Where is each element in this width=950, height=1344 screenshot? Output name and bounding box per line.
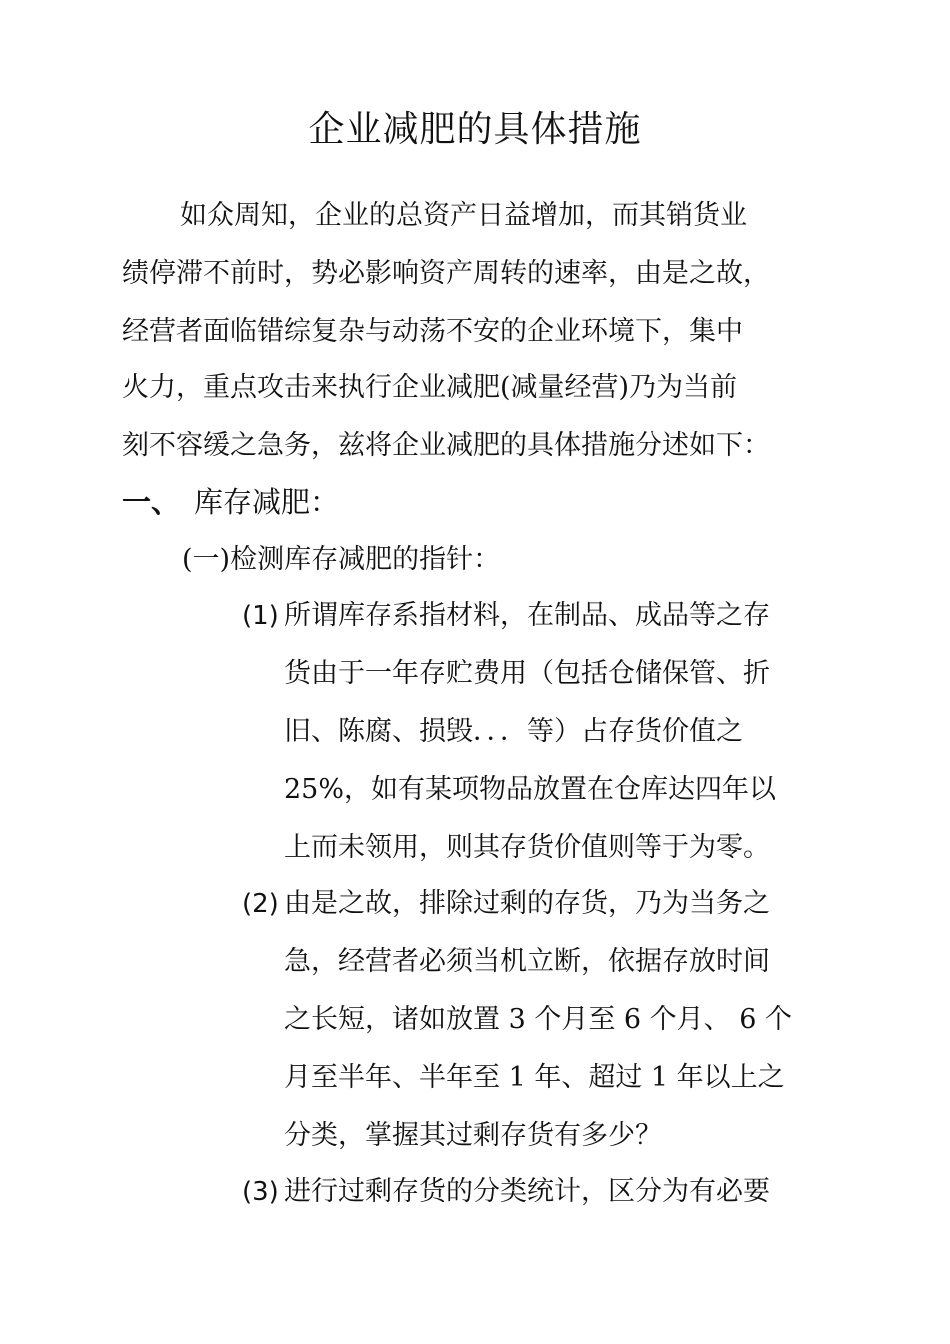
intro-line-2: 绩停滞不前时，势必影响资产周转的速率，由是之故， bbox=[122, 258, 770, 289]
section-number: 一、 bbox=[122, 485, 181, 519]
intro-line-5: 刻不容缓之急务，兹将企业减肥的具体措施分述如下： bbox=[122, 430, 770, 461]
item-2-line-1: 由是之故，排除过剩的存货，乃为当务之 bbox=[284, 888, 770, 919]
document-title: 企业减肥的具体措施 bbox=[308, 109, 642, 150]
intro-line-1: 如众周知，企业的总资产日益增加，而其销货业 bbox=[180, 200, 747, 231]
item-1-line-4: 25%，如有某项物品放置在仓库达四年以 bbox=[284, 774, 777, 805]
item-marker-2: (2) bbox=[242, 889, 279, 919]
item-1-line-3: 旧、陈腐、损毁．．．等）占存货价值之 bbox=[284, 716, 743, 747]
item-2-line-3: 之长短，诸如放置 3 个月至 6 个月、 6 个 bbox=[284, 1004, 793, 1035]
item-1-line-5: 上而未领用，则其存货价值则等于为零。 bbox=[284, 832, 770, 863]
section-title: 库存减肥： bbox=[194, 485, 340, 519]
item-1-line-2: 货由于一年存贮费用（包括仓储保管、折 bbox=[284, 658, 770, 689]
item-2-line-5: 分类，掌握其过剩存货有多少？ bbox=[284, 1120, 662, 1151]
item-1-line-1: 所谓库存系指材料，在制品、成品等之存 bbox=[284, 600, 770, 631]
item-3-line-1: 进行过剩存货的分类统计，区分为有必要 bbox=[284, 1176, 770, 1207]
item-marker-1: (1) bbox=[242, 601, 279, 631]
intro-line-4: 火力，重点攻击来执行企业减肥(减量经营)乃为当前 bbox=[122, 372, 738, 403]
item-2-line-4: 月至半年、半年至 1 年、超过 1 年以上之 bbox=[284, 1062, 785, 1093]
subsection-heading: (一)检测库存减肥的指针： bbox=[182, 544, 501, 575]
item-2-line-2: 急，经营者必须当机立断，依据存放时间 bbox=[284, 946, 770, 977]
item-marker-3: (3) bbox=[242, 1177, 279, 1207]
intro-line-3: 经营者面临错综复杂与动荡不安的企业环境下，集中 bbox=[122, 316, 743, 347]
section-heading bbox=[122, 480, 339, 524]
